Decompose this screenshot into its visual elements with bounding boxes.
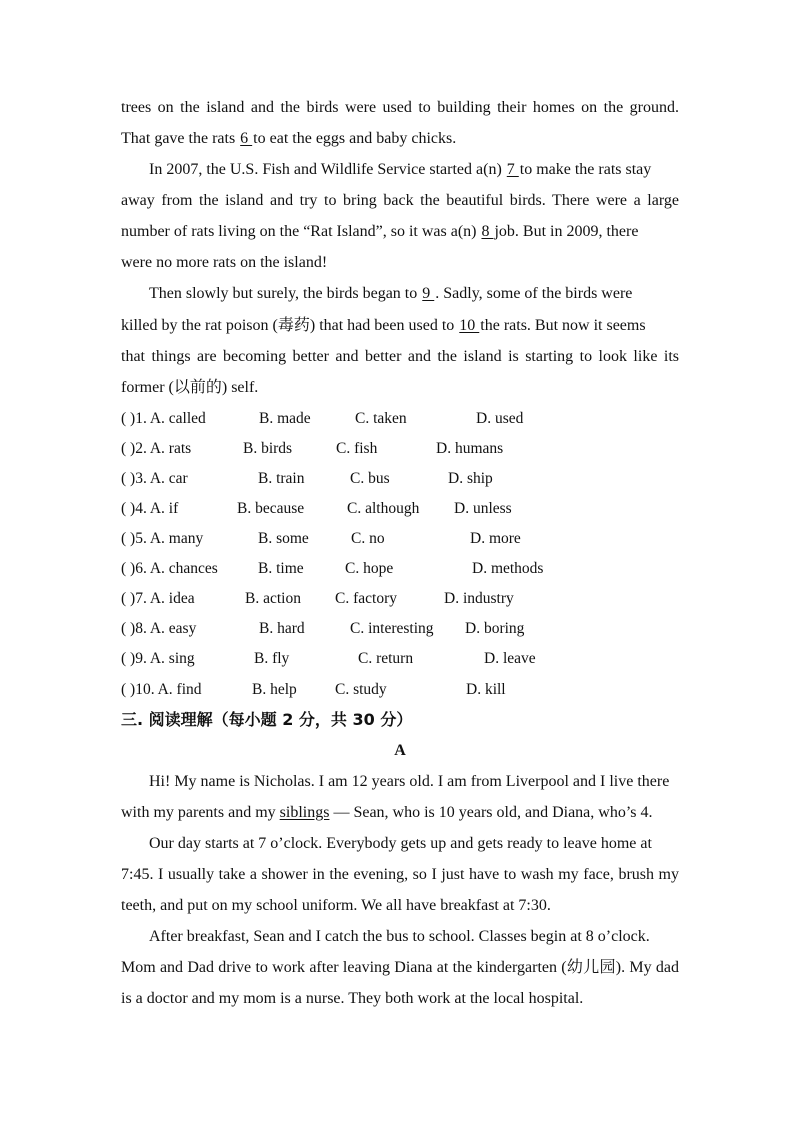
passage-line [121,128,679,150]
passage-line [149,283,679,305]
option-c[interactable]: C. return [358,650,414,667]
option-c[interactable]: C. bus [350,470,390,487]
underlined-word: siblings [279,804,330,821]
passage-line [121,346,679,368]
passage-label: A [394,742,406,759]
question-stem: ( )9. A. sing [121,650,195,667]
question-stem: ( )1. A. called [121,410,206,427]
option-c[interactable]: C. fish [336,440,378,457]
option-d[interactable]: D. humans [436,440,504,457]
option-d[interactable]: D. leave [484,650,536,667]
reading-text: 7:45. I usually take a shower in the evening, so I just have to wash my face, brush my [121,866,679,883]
passage-line [121,315,679,337]
passage-text: trees on the island and the birds were used to building their homes on the ground. [121,99,679,116]
passage-line [121,252,679,274]
option-c[interactable]: C. although [347,500,420,517]
passage-line [121,221,679,243]
option-c[interactable]: C. no [351,530,385,547]
option-d[interactable]: D. methods [472,560,544,577]
option-c[interactable]: C. factory [335,590,397,607]
option-d[interactable]: D. more [470,530,521,547]
question-stem: ( )7. A. idea [121,590,195,607]
option-b[interactable]: B. made [259,410,311,427]
cloze-blank-9[interactable]: 9 [422,285,435,302]
reading-text: teeth, and put on my school uniform. We all have breakfast at 7:30. [121,897,551,914]
option-c[interactable]: C. interesting [350,620,434,637]
option-b[interactable]: B. fly [254,650,290,667]
passage-text: to make the rats stay [519,161,652,178]
option-b[interactable]: B. time [258,560,304,577]
reading-line [121,802,679,824]
question-stem: ( )10. A. find [121,681,202,698]
passage-text: Then slowly but surely, the birds began to [149,285,422,302]
passage-text: In 2007, the U.S. Fish and Wildlife Service started a(n) [149,161,506,178]
section-title: 三. 阅读理解（每小题 2 分，共 30 分） [121,710,413,729]
option-d[interactable]: D. used [476,410,524,427]
cloze-blank-7[interactable]: 7 [506,161,519,178]
option-b[interactable]: B. train [258,470,305,487]
option-c[interactable]: C. study [335,681,387,698]
passage-line [121,377,679,399]
passage-text: former (以前的) self. [121,379,259,396]
passage-text: That gave the rats [121,130,240,147]
option-b[interactable]: B. some [258,530,309,547]
cloze-blank-10[interactable]: 10 [459,317,480,334]
question-stem: ( )4. A. if [121,500,179,517]
passage-line [121,97,679,119]
option-d[interactable]: D. boring [465,620,525,637]
question-stem: ( )6. A. chances [121,560,218,577]
reading-line [121,988,679,1010]
reading-line [149,833,679,855]
passage-line [121,190,679,212]
reading-text: After breakfast, Sean and I catch the bus to school. Classes begin at 8 o’clock. [149,928,650,945]
passage-text: . Sadly, some of the birds were [435,285,633,302]
question-stem: ( )5. A. many [121,530,204,547]
passage-line [149,159,679,181]
reading-line [121,864,679,886]
passage-text: were no more rats on the island! [121,254,328,271]
passage-text: killed by the rat poison (毒药) that had been used to [121,317,459,334]
passage-text: that things are becoming better and better and the island is starting to look like its [121,348,679,365]
option-d[interactable]: D. ship [448,470,493,487]
option-b[interactable]: B. because [237,500,305,517]
question-stem: ( )2. A. rats [121,440,192,457]
option-d[interactable]: D. unless [454,500,512,517]
cloze-blank-8[interactable]: 8 [481,223,494,240]
passage-text: to eat the eggs and baby chicks. [253,130,457,147]
passage-text: the rats. But now it seems [480,317,646,334]
option-d[interactable]: D. industry [444,590,514,607]
option-b[interactable]: B. help [252,681,297,698]
option-b[interactable]: B. birds [243,440,293,457]
reading-text: Mom and Dad drive to work after leaving Diana at the kindergarten (幼儿园). My dad [121,959,679,976]
reading-text: Our day starts at 7 o’clock. Everybody gets up and gets ready to leave home at [149,835,652,852]
option-d[interactable]: D. kill [466,681,506,698]
option-b[interactable]: B. hard [259,620,305,637]
reading-text: — Sean, who is 10 years old, and Diana, who’s 4. [329,804,653,821]
option-b[interactable]: B. action [245,590,301,607]
passage-text: number of rats living on the “Rat Island”, so it was a(n) [121,223,481,240]
reading-line [149,771,679,793]
question-stem: ( )8. A. easy [121,620,197,637]
passage-text: job. But in 2009, there [494,223,639,240]
passage-text: away from the island and try to bring back the beautiful birds. There were a large [121,192,679,209]
reading-text: with my parents and my [121,804,280,821]
option-c[interactable]: C. taken [355,410,407,427]
cloze-blank-6[interactable]: 6 [240,130,253,147]
reading-text: Hi! My name is Nicholas. I am 12 years old. I am from Liverpool and I live there [149,773,670,790]
reading-line [121,895,679,917]
option-c[interactable]: C. hope [345,560,394,577]
reading-line [149,926,679,948]
question-stem: ( )3. A. car [121,470,188,487]
reading-text: is a doctor and my mom is a nurse. They both work at the local hospital. [121,990,584,1007]
reading-line [121,957,679,979]
